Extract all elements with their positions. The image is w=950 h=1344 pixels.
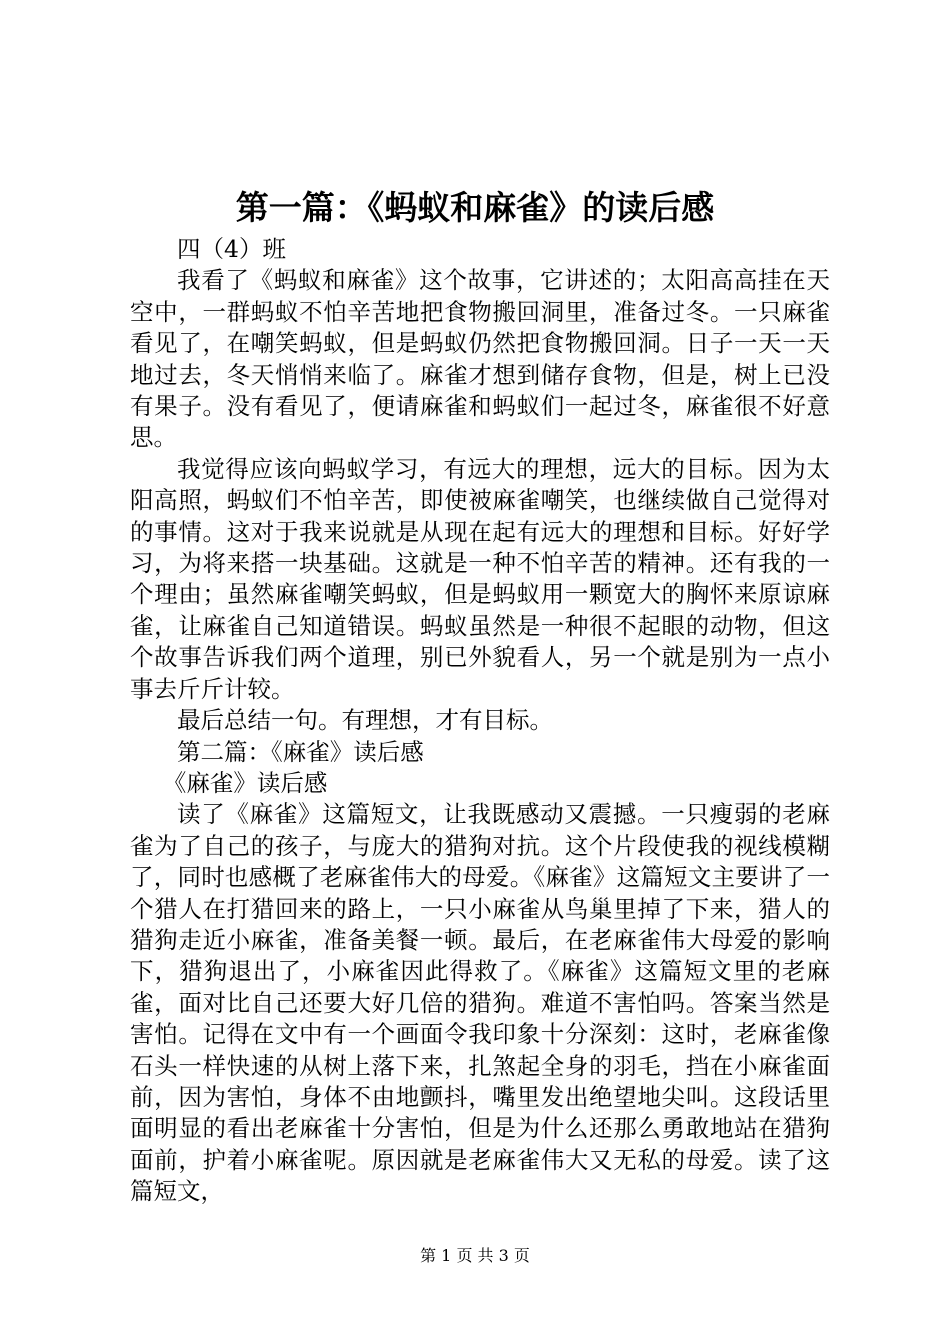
document-body (130, 234, 830, 1208)
paragraph-sparrow-review: 读了《麻雀》这篇短文，让我既感动又震撼。一只瘦弱的老麻雀为了自己的孩子，与庞大的猎狗对抗。这个片段使我的视线模糊了，同时也感概了老麻雀伟大的母爱。《麻雀》这篇短文主要讲了一个猎人在打猎回来的路上，一只小麻雀从鸟巢里掉了下来，猎人的猎狗走近小麻雀，准备美餐一顿。最后，在老麻雀伟大母爱的影响下，猎狗退出了，小麻雀因此得救了。《麻雀》这篇短文里的老麻雀，面对比自己还要大好几倍的猎狗。难道不害怕吗。答案当然是害怕。记得在文中有一个画面令我印象十分深刻：这时，老麻雀像石头一样快速的从树上落下来，扎煞起全身的羽毛，挡在小麻雀面前，因为害怕，身体不由地颤抖，嘴里发出绝望地尖叫。这段话里面明显的看出老麻雀十分害怕，但是为什么还那么勇敢地站在猎狗面前，护着小麻雀呢。原因就是老麻雀伟大又无私的母爱。读了这篇短文， (130, 800, 830, 1206)
paragraph-story-summary: 我看了《蚂蚁和麻雀》这个故事，它讲述的；太阳高高挂在天空中，一群蚂蚁不怕辛苦地把食物搬回洞里，准备过冬。一只麻雀看见了，在嘲笑蚂蚁，但是蚂蚁仍然把食物搬回洞。日子一天一天地过去，冬天悄悄来临了。麻雀才想到储存食物，但是，树上已没有果子。没有看见了，便请麻雀和蚂蚁们一起过冬，麻雀很不好意思。 (130, 266, 830, 452)
class-label: 四（4）班 (177, 235, 286, 263)
subheading-sparrow: 《麻雀》读后感 (162, 768, 328, 797)
paragraph-reflection: 我觉得应该向蚂蚁学习，有远大的理想，远大的目标。因为太阳高照，蚂蚁们不怕辛苦，即使被麻雀嘲笑，也继续做自己觉得对的事情。这对于我来说就是从现在起有远大的理想和目标。好好学习，为将来搭一块基础。这就是一种不怕辛苦的精神。还有我的一个理由；虽然麻雀嘲笑蚂蚁，但是蚂蚁用一颗宽大的胸怀来原谅麻雀，让麻雀自己知道错误。蚂蚁虽然是一种很不起眼的动物，但这个故事告诉我们两个道理，别已外貌看人，另一个就是别为一点小事去斤斤计较。 (130, 454, 830, 703)
paragraph-conclusion: 最后总结一句。有理想，才有目标。 (177, 706, 553, 735)
page-number-footer: 第 1 页 共 3 页 (420, 1246, 530, 1265)
document-title: 第一篇：《蚂蚁和麻雀》的读后感 (235, 188, 715, 227)
section-heading-second: 第二篇：《麻雀》读后感 (177, 737, 424, 766)
